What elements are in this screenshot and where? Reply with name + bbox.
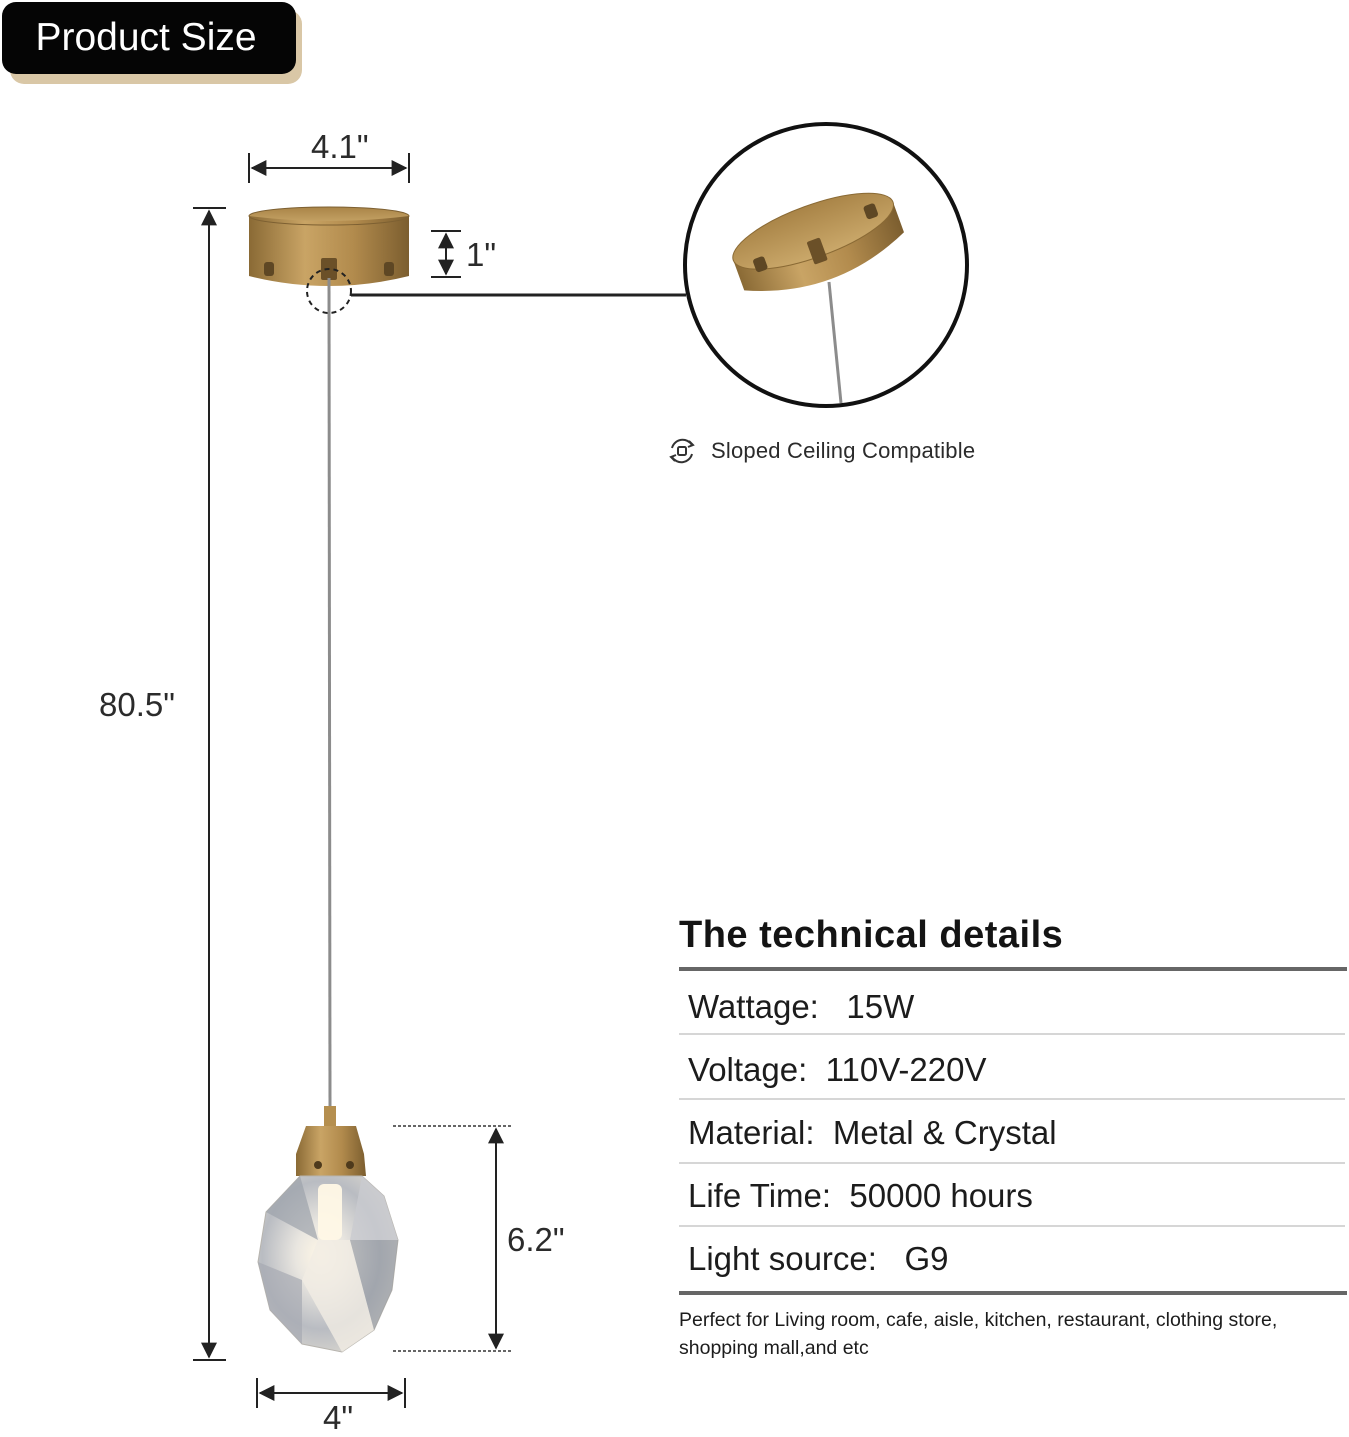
spec-label: Wattage: bbox=[688, 988, 819, 1025]
ceiling-canopy bbox=[249, 207, 409, 286]
spec-row-wattage bbox=[688, 988, 914, 1026]
canopy-width-label: 4.1" bbox=[311, 128, 369, 165]
rotate-ceiling-icon bbox=[667, 436, 697, 466]
spec-label: Life Time: bbox=[688, 1177, 832, 1214]
product-size-badge: Product Size bbox=[2, 2, 296, 74]
spec-label: Material: bbox=[688, 1114, 815, 1151]
overall-height-dimension bbox=[193, 208, 226, 1360]
shade-height-label: 6.2" bbox=[507, 1221, 565, 1258]
canopy-height-label: 1" bbox=[466, 236, 497, 273]
usage-note: Perfect for Living room, cafe, aisle, kitchen, restaurant, clothing store, shopping mall,and etc bbox=[679, 1309, 1278, 1359]
divider bbox=[679, 1162, 1345, 1164]
spec-row-voltage bbox=[688, 1051, 986, 1089]
divider bbox=[679, 1098, 1345, 1100]
spec-value: G9 bbox=[904, 1240, 949, 1277]
spec-value: 50000 hours bbox=[849, 1177, 1033, 1214]
spec-row-material bbox=[688, 1114, 1057, 1152]
spec-row-lifetime bbox=[688, 1177, 1033, 1215]
spec-label: Voltage: bbox=[688, 1051, 808, 1088]
sloped-ceiling-label: Sloped Ceiling Compatible bbox=[711, 438, 976, 463]
canopy-height-dimension bbox=[431, 231, 461, 277]
technical-details-title: The technical details bbox=[679, 914, 1064, 956]
detail-zoom-circle bbox=[685, 124, 967, 406]
shade-height-dimension bbox=[393, 1126, 511, 1351]
sloped-ceiling-feature bbox=[667, 436, 975, 466]
spec-value: 15W bbox=[846, 988, 915, 1025]
spec-value: 110V-220V bbox=[825, 1051, 987, 1088]
divider bbox=[679, 967, 1347, 971]
suspension-cord bbox=[329, 278, 330, 1108]
spec-value: Metal & Crystal bbox=[832, 1114, 1057, 1151]
crystal-pendant bbox=[258, 1106, 398, 1352]
divider bbox=[679, 1225, 1345, 1227]
divider bbox=[679, 1291, 1347, 1295]
overall-height-label: 80.5" bbox=[99, 686, 175, 723]
spec-label: Light source: bbox=[688, 1240, 877, 1277]
spec-row-light-source bbox=[688, 1240, 949, 1278]
divider bbox=[679, 1033, 1345, 1035]
shade-width-label: 4" bbox=[323, 1399, 354, 1436]
